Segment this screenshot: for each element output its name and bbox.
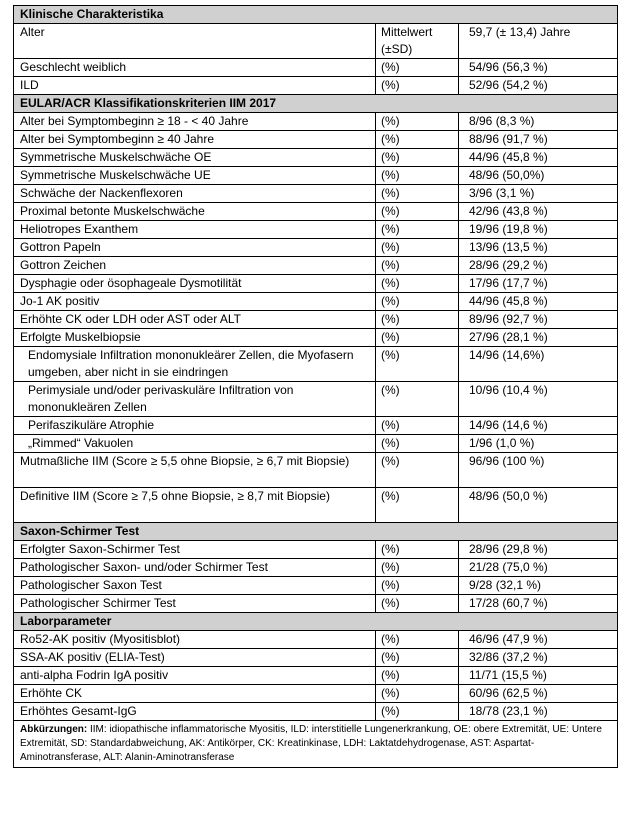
row-label: anti-alpha Fodrin IgA positiv [14,667,376,685]
row-unit: (%) [376,293,459,311]
row-unit: (%) [376,347,459,382]
row-value: 46/96 (47,9 %) [459,631,618,649]
section-header [14,6,618,24]
row-value: 59,7 (± 13,4) Jahre [459,24,618,59]
row-label: Perimysiale und/oder perivaskuläre Infiltration von mononukleären Zellen [14,382,376,417]
row-unit: (%) [376,167,459,185]
row-value: 13/96 (13,5 %) [459,239,618,257]
row-value: 60/96 (62,5 %) [459,685,618,703]
row-value: 44/96 (45,8 %) [459,293,618,311]
table-row [14,24,618,59]
row-label: Proximal betonte Muskelschwäche [14,203,376,221]
row-unit: Mittelwert (±SD) [376,24,459,59]
table-row [14,435,618,453]
row-value: 18/78 (23,1 %) [459,703,618,721]
table-row [14,347,618,382]
row-label: Mutmaßliche IIM (Score ≥ 5,5 ohne Biopsie, ≥ 6,7 mit Biopsie) [14,453,376,488]
table-row [14,311,618,329]
table-row [14,703,618,721]
row-value: 19/96 (19,8 %) [459,221,618,239]
table-row [14,329,618,347]
table-row [14,649,618,667]
table-row [14,293,618,311]
row-value: 32/86 (37,2 %) [459,649,618,667]
row-unit: (%) [376,131,459,149]
row-value: 3/96 (3,1 %) [459,185,618,203]
table-row [14,595,618,613]
row-unit: (%) [376,185,459,203]
row-value: 21/28 (75,0 %) [459,559,618,577]
table-row [14,577,618,595]
row-label: Pathologischer Saxon Test [14,577,376,595]
row-value: 28/96 (29,8 %) [459,541,618,559]
row-label: ILD [14,77,376,95]
table-row [14,488,618,523]
row-value: 88/96 (91,7 %) [459,131,618,149]
row-unit: (%) [376,203,459,221]
row-label: Alter bei Symptombeginn ≥ 40 Jahre [14,131,376,149]
table-row [14,221,618,239]
row-value: 28/96 (29,2 %) [459,257,618,275]
row-unit: (%) [376,311,459,329]
section-title: EULAR/ACR Klassifikationskriterien IIM 2017 [14,95,618,113]
row-label: Alter [14,24,376,59]
row-label: Gottron Papeln [14,239,376,257]
table-row [14,239,618,257]
table-row [14,131,618,149]
row-value: 52/96 (54,2 %) [459,77,618,95]
row-value: 44/96 (45,8 %) [459,149,618,167]
table-row [14,275,618,293]
footnote [14,721,618,768]
row-value: 48/96 (50,0 %) [459,488,618,523]
row-value: 17/96 (17,7 %) [459,275,618,293]
row-value: 11/71 (15,5 %) [459,667,618,685]
footnote-heading: Abkürzungen: [20,724,88,735]
row-unit: (%) [376,221,459,239]
table-row [14,77,618,95]
footnote-row [14,721,618,768]
table-row [14,149,618,167]
row-label: Gottron Zeichen [14,257,376,275]
row-label: Dysphagie oder ösophageale Dysmotilität [14,275,376,293]
section-title: Saxon-Schirmer Test [14,523,618,541]
row-unit: (%) [376,257,459,275]
row-label: „Rimmed“ Vakuolen [14,435,376,453]
table-row [14,559,618,577]
row-label: Perifaszikuläre Atrophie [14,417,376,435]
row-label: Symmetrische Muskelschwäche OE [14,149,376,167]
table-body [14,6,618,768]
row-label: Ro52-AK positiv (Myositisblot) [14,631,376,649]
row-unit: (%) [376,435,459,453]
row-value: 48/96 (50,0%) [459,167,618,185]
row-label: Erhöhtes Gesamt-IgG [14,703,376,721]
row-value: 14/96 (14,6%) [459,347,618,382]
table-row [14,257,618,275]
row-value: 8/96 (8,3 %) [459,113,618,131]
table-row [14,167,618,185]
row-value: 10/96 (10,4 %) [459,382,618,417]
row-unit: (%) [376,382,459,417]
row-value: 1/96 (1,0 %) [459,435,618,453]
section-header [14,523,618,541]
table-row [14,631,618,649]
row-label: Heliotropes Exanthem [14,221,376,239]
row-unit: (%) [376,685,459,703]
table-row [14,185,618,203]
row-unit: (%) [376,649,459,667]
row-unit: (%) [376,417,459,435]
row-unit: (%) [376,275,459,293]
table-row [14,203,618,221]
row-label: Geschlecht weiblich [14,59,376,77]
row-unit: (%) [376,577,459,595]
table-row [14,113,618,131]
row-label: Erfolgte Muskelbiopsie [14,329,376,347]
row-label: Erhöhte CK oder LDH oder AST oder ALT [14,311,376,329]
row-unit: (%) [376,703,459,721]
row-value: 54/96 (56,3 %) [459,59,618,77]
row-label: Jo-1 AK positiv [14,293,376,311]
row-unit: (%) [376,488,459,523]
section-title: Klinische Charakteristika [14,6,618,24]
row-label: SSA-AK positiv (ELIA-Test) [14,649,376,667]
row-unit: (%) [376,113,459,131]
row-label: Endomysiale Infiltration mononukleärer Zellen, die Myofasern umgeben, aber nicht in sie eindringen [14,347,376,382]
table-row [14,382,618,417]
row-label: Definitive IIM (Score ≥ 7,5 ohne Biopsie, ≥ 8,7 mit Biopsie) [14,488,376,523]
section-header [14,95,618,113]
section-header [14,613,618,631]
row-unit: (%) [376,59,459,77]
row-unit: (%) [376,631,459,649]
row-label: Erhöhte CK [14,685,376,703]
table-row [14,541,618,559]
row-label: Erfolgter Saxon-Schirmer Test [14,541,376,559]
table-row [14,417,618,435]
row-value: 14/96 (14,6 %) [459,417,618,435]
row-unit: (%) [376,149,459,167]
table-row [14,453,618,488]
section-title: Laborparameter [14,613,618,631]
row-unit: (%) [376,77,459,95]
row-unit: (%) [376,329,459,347]
row-unit: (%) [376,667,459,685]
row-unit: (%) [376,239,459,257]
row-unit: (%) [376,541,459,559]
row-label: Symmetrische Muskelschwäche UE [14,167,376,185]
row-unit: (%) [376,453,459,488]
row-label: Pathologischer Saxon- und/oder Schirmer Test [14,559,376,577]
row-label: Schwäche der Nackenflexoren [14,185,376,203]
row-value: 89/96 (92,7 %) [459,311,618,329]
row-value: 27/96 (28,1 %) [459,329,618,347]
table-row [14,685,618,703]
row-value: 9/28 (32,1 %) [459,577,618,595]
row-label: Pathologischer Schirmer Test [14,595,376,613]
row-value: 42/96 (43,8 %) [459,203,618,221]
footnote-text: IIM: idiopathische inflammatorische Myositis, ILD: interstitielle Lungenerkrankung, OE: obere Extremität, UE: Untere Extremität, SD: Standardabweichung, AK: Antikörper, CK: Kreatinkinase, LDH: Laktatdehydrogenase, AST: Aspartat-Aminotransferase, ALT: Alanin-Aminotransferase [20,724,602,763]
row-label: Alter bei Symptombeginn ≥ 18 - < 40 Jahre [14,113,376,131]
table-row [14,667,618,685]
row-value: 17/28 (60,7 %) [459,595,618,613]
row-unit: (%) [376,595,459,613]
row-value: 96/96 (100 %) [459,453,618,488]
row-unit: (%) [376,559,459,577]
table-row [14,59,618,77]
characteristics-table [13,5,618,768]
